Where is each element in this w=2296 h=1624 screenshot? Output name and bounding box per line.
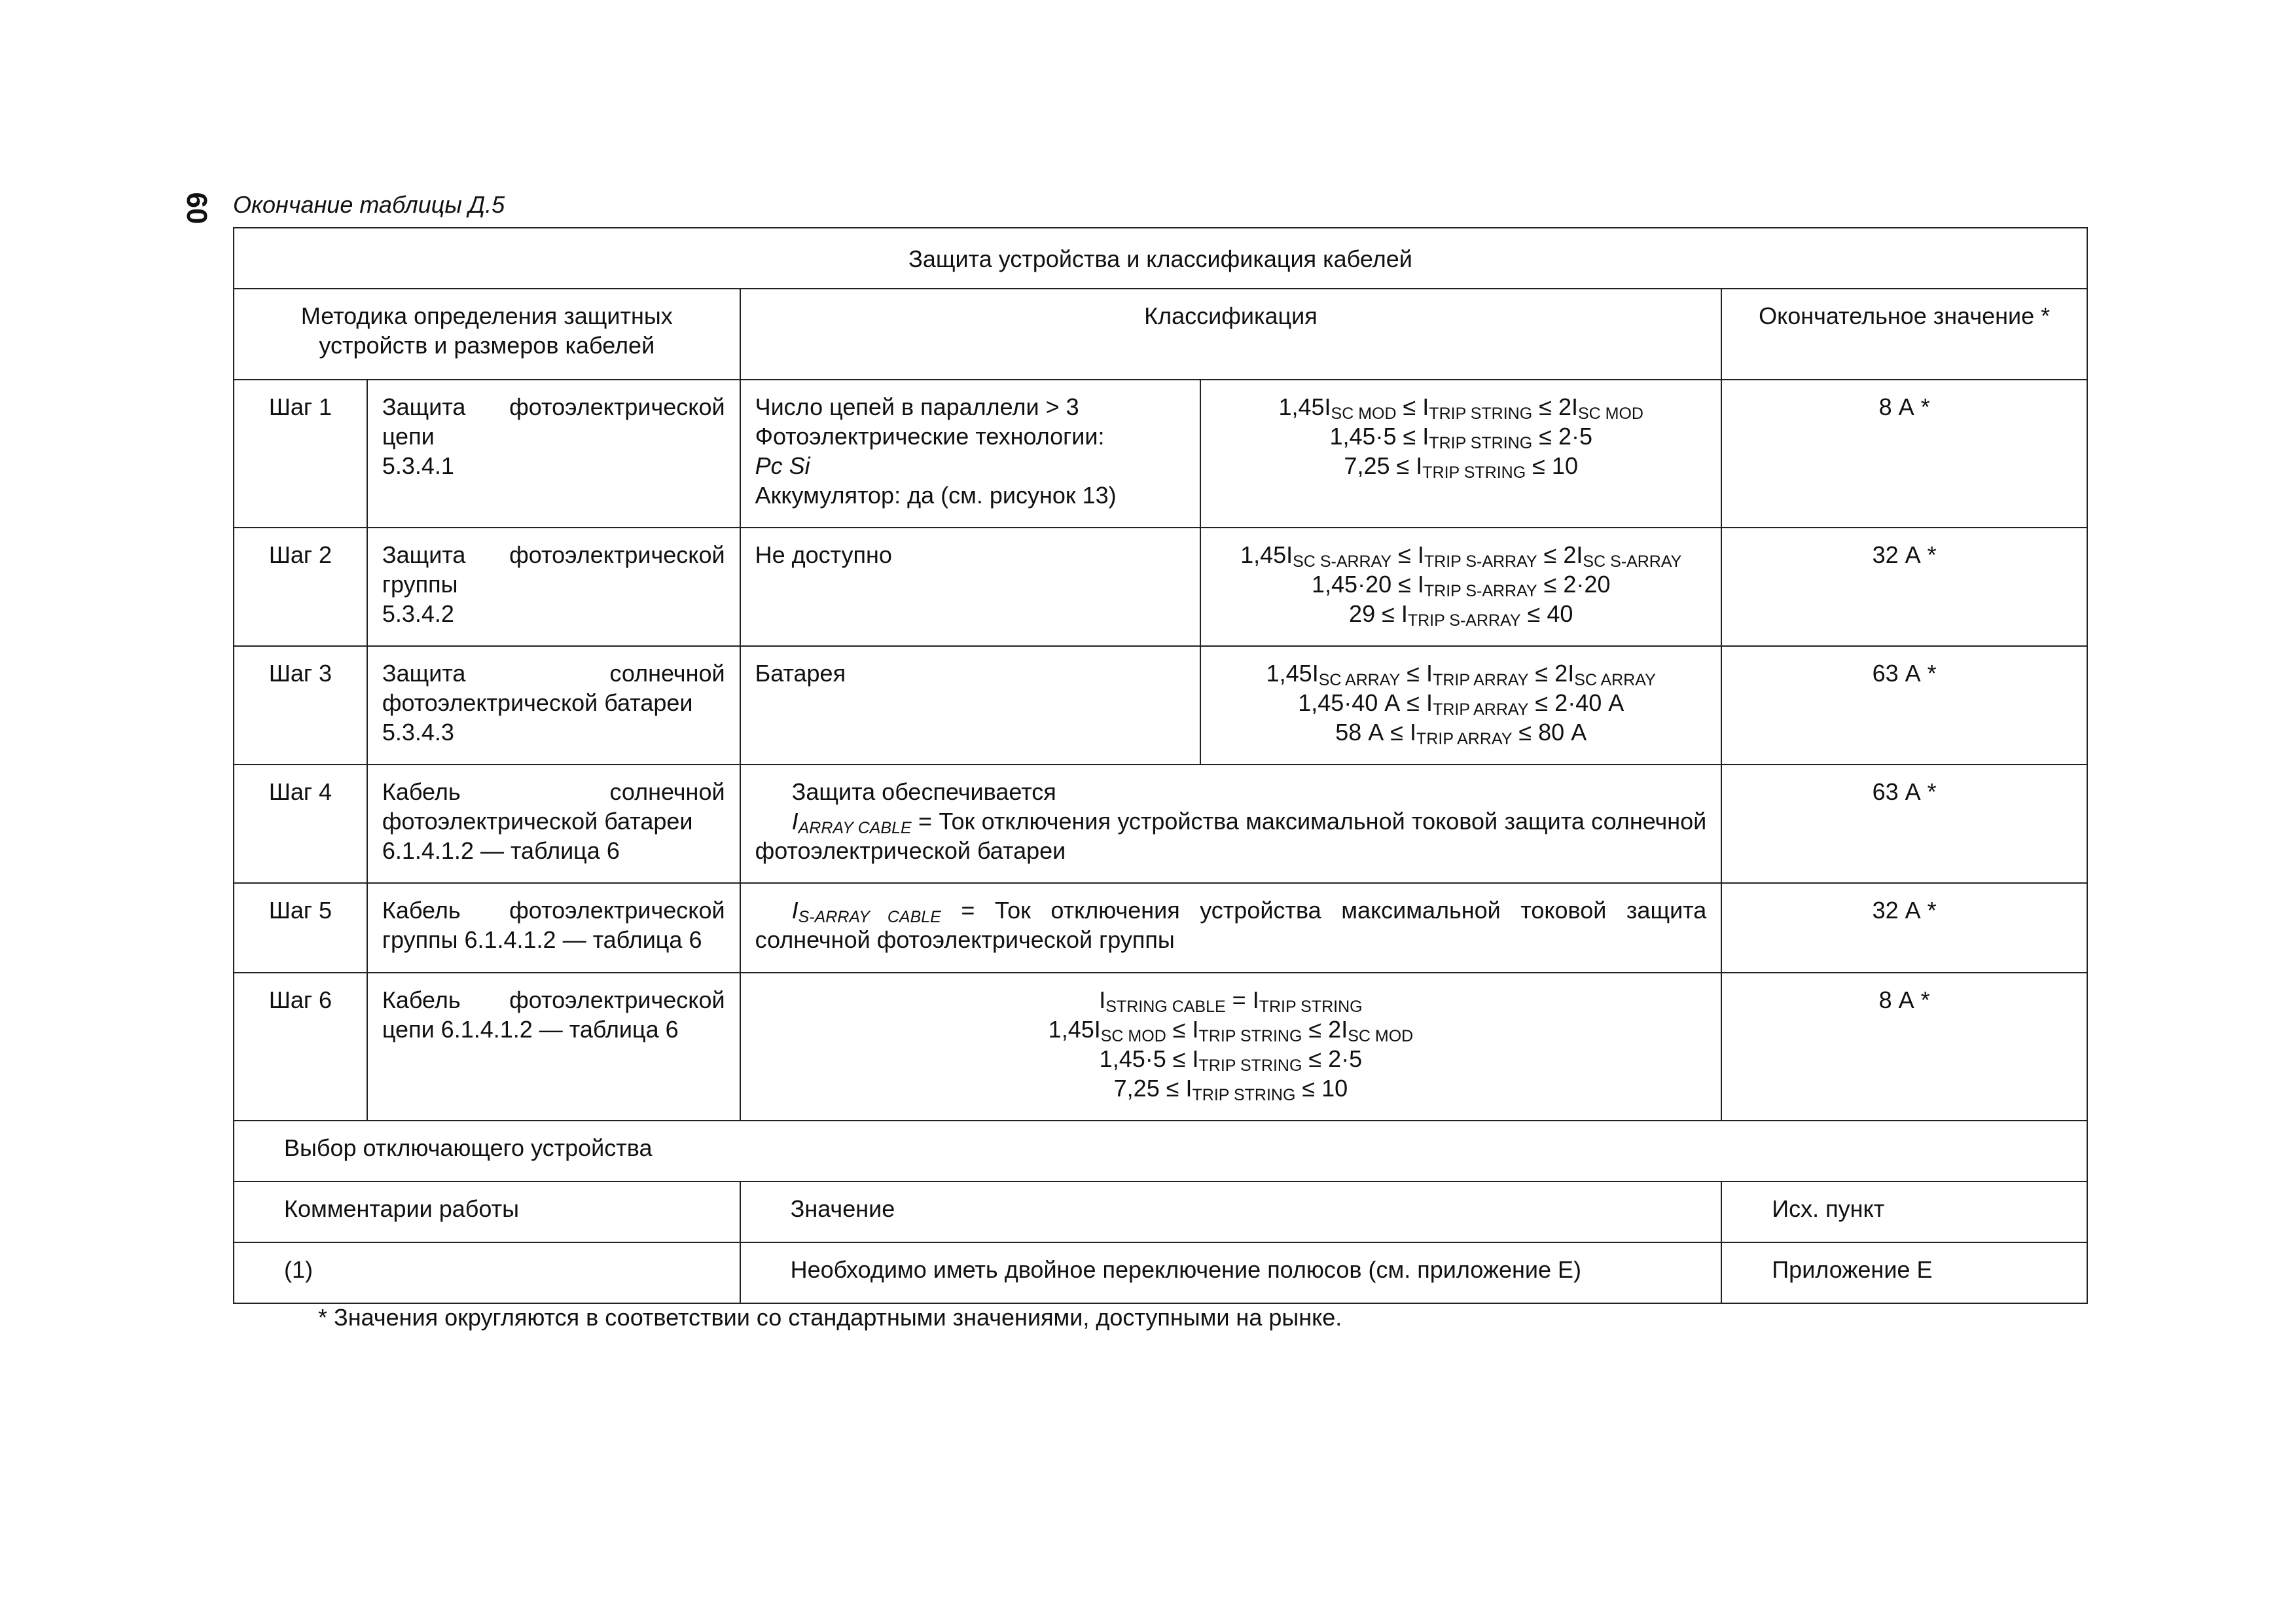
header-method: Методика определения защитных устройств и размеров кабелей <box>234 289 740 380</box>
page-number: 60 <box>181 192 213 225</box>
classification-cell: Не доступно <box>740 528 1201 646</box>
final-value: 8 А * <box>1721 973 2087 1121</box>
formula-cell: 1,45ISC ARRAY ≤ ITRIP ARRAY ≤ 2ISC ARRAY 1,45·40 А ≤ ITRIP ARRAY ≤ 2·40 А 58 А ≤ ITRIP ARRAY ≤ 80 А <box>1200 646 1721 765</box>
formula-cell: 1,45ISC S-ARRAY ≤ ITRIP S-ARRAY ≤ 2ISC S-ARRAY 1,45·20 ≤ ITRIP S-ARRAY ≤ 2·20 29 ≤ ITRIP S-ARRAY ≤ 40 <box>1200 528 1721 646</box>
step-label: Шаг 3 <box>234 646 367 765</box>
formula-cell: 1,45ISC MOD ≤ ITRIP STRING ≤ 2ISC MOD 1,45·5 ≤ ITRIP STRING ≤ 2·5 7,25 ≤ ITRIP STRING ≤ 10 <box>1200 380 1721 528</box>
step-label: Шаг 4 <box>234 765 367 883</box>
step-description: Кабель фотоэлектрической цепи 6.1.4.1.2 — таблица 6 <box>367 973 740 1121</box>
selection-header-comments: Комментарии работы <box>234 1182 740 1242</box>
protection-table <box>233 227 2088 1304</box>
step-description: Защита фотоэлектрической цепи 5.3.4.1 <box>367 380 740 528</box>
final-value: 32 А * <box>1721 883 2087 973</box>
selection-header-ref: Исх. пункт <box>1721 1182 2087 1242</box>
table-row <box>234 765 2087 883</box>
final-value: 8 А * <box>1721 380 2087 528</box>
step-description: Кабель фотоэлектрической группы 6.1.4.1.2 — таблица 6 <box>367 883 740 973</box>
table-row <box>234 528 2087 646</box>
header-final: Окончательное значение * <box>1721 289 2087 380</box>
table-title-row <box>234 228 2087 289</box>
selection-title: Выбор отключающего устройства <box>234 1121 2087 1182</box>
selection-data-row <box>234 1242 2087 1303</box>
selection-ref: Приложение Е <box>1721 1242 2087 1303</box>
final-value: 63 А * <box>1721 646 2087 765</box>
table-row <box>234 380 2087 528</box>
step-description: Кабель солнечной фотоэлектрической батареи 6.1.4.1.2 — таблица 6 <box>367 765 740 883</box>
table-caption: Окончание таблицы Д.5 <box>233 191 505 218</box>
selection-value: Необходимо иметь двойное переключение полюсов (см. приложение Е) <box>740 1242 1722 1303</box>
merged-classification: IS-ARRAY CABLE = Ток отключения устройства максимальной токовой защита солнечной фотоэлектрической группы <box>740 883 1722 973</box>
step-label: Шаг 1 <box>234 380 367 528</box>
selection-comments: (1) <box>234 1242 740 1303</box>
step-label: Шаг 2 <box>234 528 367 646</box>
table-row <box>234 646 2087 765</box>
table-header-row <box>234 289 2087 380</box>
selection-header-value: Значение <box>740 1182 1722 1242</box>
footnote: * Значения округляются в соответствии со стандартными значениями, доступными на рынке. <box>318 1304 1342 1331</box>
step-description: Защита фотоэлектрической группы 5.3.4.2 <box>367 528 740 646</box>
selection-title-row <box>234 1121 2087 1182</box>
step-description: Защита солнечной фотоэлектрической батареи 5.3.4.3 <box>367 646 740 765</box>
classification-cell: Батарея <box>740 646 1201 765</box>
final-value: 63 А * <box>1721 765 2087 883</box>
header-classification: Классификация <box>740 289 1722 380</box>
table-title: Защита устройства и классификация кабелей <box>234 228 2087 289</box>
step-label: Шаг 5 <box>234 883 367 973</box>
final-value: 32 А * <box>1721 528 2087 646</box>
selection-header-row <box>234 1182 2087 1242</box>
table-row <box>234 883 2087 973</box>
classification-cell: Число цепей в параллели > 3 Фотоэлектрические технологии: Pc Si Аккумулятор: да (см. рисунок 13) <box>740 380 1201 528</box>
table-row <box>234 973 2087 1121</box>
step-label: Шаг 6 <box>234 973 367 1121</box>
merged-classification: Защита обеспечивается IARRAY CABLE = Ток отключения устройства максимальной токовой защита солнечной фотоэлектрической батареи <box>740 765 1722 883</box>
merged-classification: ISTRING CABLE = ITRIP STRING 1,45ISC MOD ≤ ITRIP STRING ≤ 2ISC MOD 1,45·5 ≤ ITRIP STRING ≤ 2·5 7,25 ≤ ITRIP STRING ≤ 10 <box>740 973 1722 1121</box>
